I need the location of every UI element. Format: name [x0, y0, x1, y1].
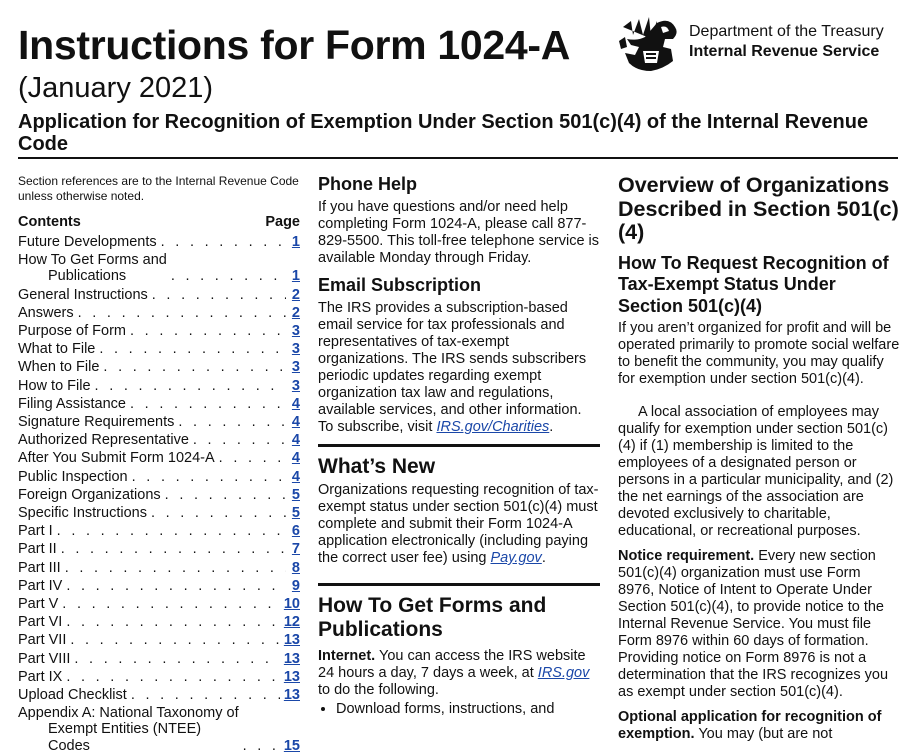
- toc-leader-dots: [99, 341, 286, 357]
- toc-leader-dots: [57, 523, 286, 539]
- toc-leader-dots: [131, 687, 280, 703]
- internet-bullets: [318, 701, 600, 718]
- toc-entry[interactable]: [18, 359, 300, 375]
- toc-page-link[interactable]: 7: [291, 541, 300, 558]
- toc-page-link[interactable]: 3: [291, 341, 300, 358]
- toc-entry[interactable]: [18, 523, 300, 539]
- page-label: Page: [265, 214, 300, 230]
- toc-page-link[interactable]: 1: [291, 234, 300, 250]
- toc-entry-label: Part VII: [18, 632, 67, 649]
- toc-leader-dots: [103, 359, 286, 375]
- toc-leader-dots: [78, 305, 286, 321]
- toc-entry[interactable]: [18, 450, 300, 466]
- toc-entry[interactable]: [18, 323, 300, 339]
- toc-page-link[interactable]: 4: [291, 432, 300, 449]
- toc-entry[interactable]: [18, 669, 300, 685]
- toc-entry-label: Appendix A: National Taxonomy of Exempt Entities (NTEE) Codes: [18, 705, 239, 754]
- contents-column: [18, 174, 300, 756]
- document-date: (January 2021): [18, 72, 214, 104]
- irs-eagle-logo-icon: [617, 17, 683, 73]
- toc-page-link[interactable]: 4: [291, 414, 300, 431]
- internet-text: Internet. You can access the IRS website 24 hours a day, 7 days a week, at IRS.gov to do the following.: [318, 648, 590, 698]
- toc-page-link[interactable]: 3: [291, 323, 300, 340]
- toc-entry-label: Purpose of Form: [18, 323, 126, 340]
- toc-entry[interactable]: [18, 287, 300, 303]
- toc-entry-label: Part II: [18, 541, 57, 558]
- optional-application-paragraph: Optional application for recognition of exemption. You may (but are not: [618, 709, 882, 742]
- toc-entry-label: When to File: [18, 359, 100, 376]
- phone-help-heading: Phone Help: [318, 174, 418, 194]
- toc-entry-label: Part I: [18, 523, 53, 540]
- toc-page-link[interactable]: 15: [283, 737, 300, 754]
- section-divider: [318, 583, 600, 586]
- toc-page-link[interactable]: 8: [291, 559, 300, 576]
- toc-leader-dots: [151, 505, 286, 521]
- toc-page-link[interactable]: 2: [291, 304, 300, 321]
- toc-leader-dots: [95, 378, 286, 394]
- toc-page-link[interactable]: 4: [291, 450, 300, 467]
- toc-entry-label: Future Developments: [18, 234, 157, 250]
- toc-entry-label: After You Submit Form 1024-A: [18, 450, 215, 467]
- toc-entry[interactable]: [18, 305, 300, 321]
- toc-leader-dots: [171, 268, 286, 284]
- header-rule: [18, 157, 898, 159]
- toc-entry[interactable]: [18, 396, 300, 412]
- toc-leader-dots: [243, 738, 280, 754]
- toc-page-link[interactable]: 13: [283, 650, 300, 667]
- toc-page-link[interactable]: 12: [283, 614, 300, 631]
- toc-leader-dots: [61, 541, 286, 557]
- toc-entry[interactable]: [18, 341, 300, 357]
- phone-help-text: If you have questions and/or need help completing Form 1024-A, please call 877-829-5500. This toll-free telephone service is available Monday through Friday.: [318, 199, 600, 266]
- toc-leader-dots: [62, 596, 280, 612]
- toc-page-link[interactable]: 3: [291, 377, 300, 394]
- toc-entry[interactable]: [18, 469, 300, 485]
- toc-page-link[interactable]: 5: [291, 505, 300, 522]
- toc-entry[interactable]: [18, 414, 300, 430]
- toc-leader-dots: [132, 469, 286, 485]
- toc-entry[interactable]: [18, 487, 300, 503]
- document-title: Instructions for Form 1024-A: [18, 22, 571, 68]
- toc-entry-label: Filing Assistance: [18, 395, 126, 412]
- toc-entry[interactable]: [18, 378, 300, 394]
- toc-entry[interactable]: [18, 705, 300, 754]
- overview-heading: Overview of Organizations Described in Section 501(c)(4): [618, 173, 899, 244]
- toc-entry[interactable]: [18, 632, 300, 648]
- document-subtitle: Application for Recognition of Exemption Under Section 501(c)(4) of the Internal Revenue Code: [18, 111, 869, 155]
- agency-department: Department of the Treasury: [689, 23, 884, 40]
- toc-entry[interactable]: [18, 651, 300, 667]
- toc-page-link[interactable]: 13: [283, 687, 300, 704]
- toc-page-link[interactable]: 6: [291, 523, 300, 540]
- table-of-contents: [18, 234, 300, 754]
- toc-entry-label: Answers: [18, 304, 74, 321]
- toc-leader-dots: [66, 669, 280, 685]
- notice-requirement-paragraph: Notice requirement. Every new section 501(c)(4) organization must use Form 8976, Notice of Intent to Operate Under Section 501(c)(4), to provide notice to the Internal Revenue Service. You must file Form 8976 within 60 days of formation. Providing notice on Form 8976 is not a determination that the IRS recognizes you as exempt under section 501(c)(4).: [618, 548, 889, 700]
- overview-column: [618, 174, 900, 751]
- toc-leader-dots: [130, 323, 286, 339]
- toc-leader-dots: [161, 234, 286, 250]
- toc-entry-label: Authorized Representative: [18, 432, 189, 449]
- toc-entry-label: Part IX: [18, 668, 63, 685]
- toc-entry[interactable]: [18, 560, 300, 576]
- section-divider: [318, 444, 600, 447]
- toc-page-link[interactable]: 13: [283, 668, 300, 685]
- toc-entry-label: Part VI: [18, 614, 63, 631]
- toc-entry[interactable]: [18, 687, 300, 703]
- toc-leader-dots: [74, 651, 279, 667]
- toc-leader-dots: [152, 287, 286, 303]
- toc-entry-label: How to File: [18, 377, 91, 394]
- irs-gov-link[interactable]: IRS.gov: [537, 665, 590, 681]
- toc-header: [18, 214, 300, 230]
- toc-entry[interactable]: [18, 614, 300, 630]
- whats-new-text: Organizations requesting recognition of tax-exempt status under section 501(c)(4) must complete and submit their Form 1024-A application electronically (including paying the correct user fee) using Pay.gov.: [318, 482, 599, 566]
- toc-entry-label: General Instructions: [18, 286, 148, 303]
- toc-entry[interactable]: [18, 596, 300, 612]
- toc-entry-label: How To Get Forms and Publications: [18, 252, 167, 285]
- toc-entry-label: Part VIII: [18, 650, 71, 667]
- pay-gov-link[interactable]: Pay.gov: [490, 550, 542, 566]
- toc-entry[interactable]: [18, 541, 300, 557]
- toc-entry-label: What to File: [18, 341, 96, 358]
- agency-service: Internal Revenue Service: [689, 43, 880, 60]
- toc-entry-label: Public Inspection: [18, 468, 128, 485]
- toc-leader-dots: [178, 414, 286, 430]
- toc-page-link[interactable]: 13: [283, 632, 300, 649]
- toc-leader-dots: [65, 560, 286, 576]
- toc-entry-label: Part V: [18, 596, 59, 613]
- toc-page-link[interactable]: 9: [291, 577, 300, 594]
- contents-label: Contents: [18, 214, 81, 230]
- toc-entry-label: Foreign Organizations: [18, 486, 161, 503]
- toc-page-link[interactable]: 4: [291, 395, 300, 412]
- toc-entry-label: Signature Requirements: [18, 414, 175, 431]
- forms-publications-heading: How To Get Forms and Publications: [318, 594, 547, 641]
- email-subscription-text: The IRS provides a subscription-based email service for tax professionals and representatives of tax-exempt organizations. The IRS sends subscribers periodic updates regarding exempt organization tax law and regulations, available services, and other information. To subscribe, visit IRS.gov/Charities.: [318, 300, 587, 435]
- whats-new-heading: What’s New: [318, 455, 436, 478]
- toc-leader-dots: [165, 487, 286, 503]
- toc-entry[interactable]: [18, 252, 300, 284]
- toc-entry-label: Part IV: [18, 577, 63, 594]
- request-recognition-heading: How To Request Recognition of Tax-Exempt Status Under Section 501(c)(4): [618, 252, 889, 316]
- toc-page-link[interactable]: 10: [283, 596, 300, 613]
- overview-paragraph-2: A local association of employees may qualify for exemption under section 501(c)(4) if (1) membership is limited to the employees of a designated person or persons in a particular municipality, and (2) the net earnings of the association are devoted exclusively to charitable, educational, or recreational purposes.: [618, 404, 894, 539]
- toc-entry[interactable]: [18, 234, 300, 250]
- toc-leader-dots: [193, 432, 286, 448]
- toc-entry[interactable]: [18, 505, 300, 521]
- toc-page-link[interactable]: 1: [291, 268, 300, 285]
- toc-leader-dots: [70, 632, 280, 648]
- middle-column: [318, 174, 600, 718]
- toc-entry[interactable]: [18, 578, 300, 594]
- toc-leader-dots: [130, 396, 286, 412]
- toc-entry-label: Specific Instructions: [18, 505, 147, 522]
- toc-entry[interactable]: [18, 432, 300, 448]
- toc-page-link[interactable]: 2: [291, 286, 300, 303]
- email-subscription-heading: Email Subscription: [318, 275, 482, 295]
- toc-page-link[interactable]: 5: [291, 486, 300, 503]
- list-item: • Download forms, instructions, and: [336, 701, 600, 718]
- toc-leader-dots: [66, 614, 280, 630]
- toc-leader-dots: [66, 578, 286, 594]
- toc-leader-dots: [219, 450, 286, 466]
- toc-entry-label: Part III: [18, 559, 61, 576]
- section-reference-note: Section references are to the Internal Revenue Code unless otherwise noted.: [18, 174, 299, 203]
- toc-page-link[interactable]: 4: [291, 468, 300, 485]
- toc-page-link[interactable]: 3: [291, 359, 300, 376]
- irs-charities-link[interactable]: IRS.gov/Charities: [436, 419, 550, 435]
- overview-paragraph-1: If you aren’t organized for profit and will be operated primarily to promote social welfare to benefit the community, you may qualify for exemption under section 501(c)(4).: [618, 320, 900, 387]
- toc-entry-label: Upload Checklist: [18, 687, 127, 704]
